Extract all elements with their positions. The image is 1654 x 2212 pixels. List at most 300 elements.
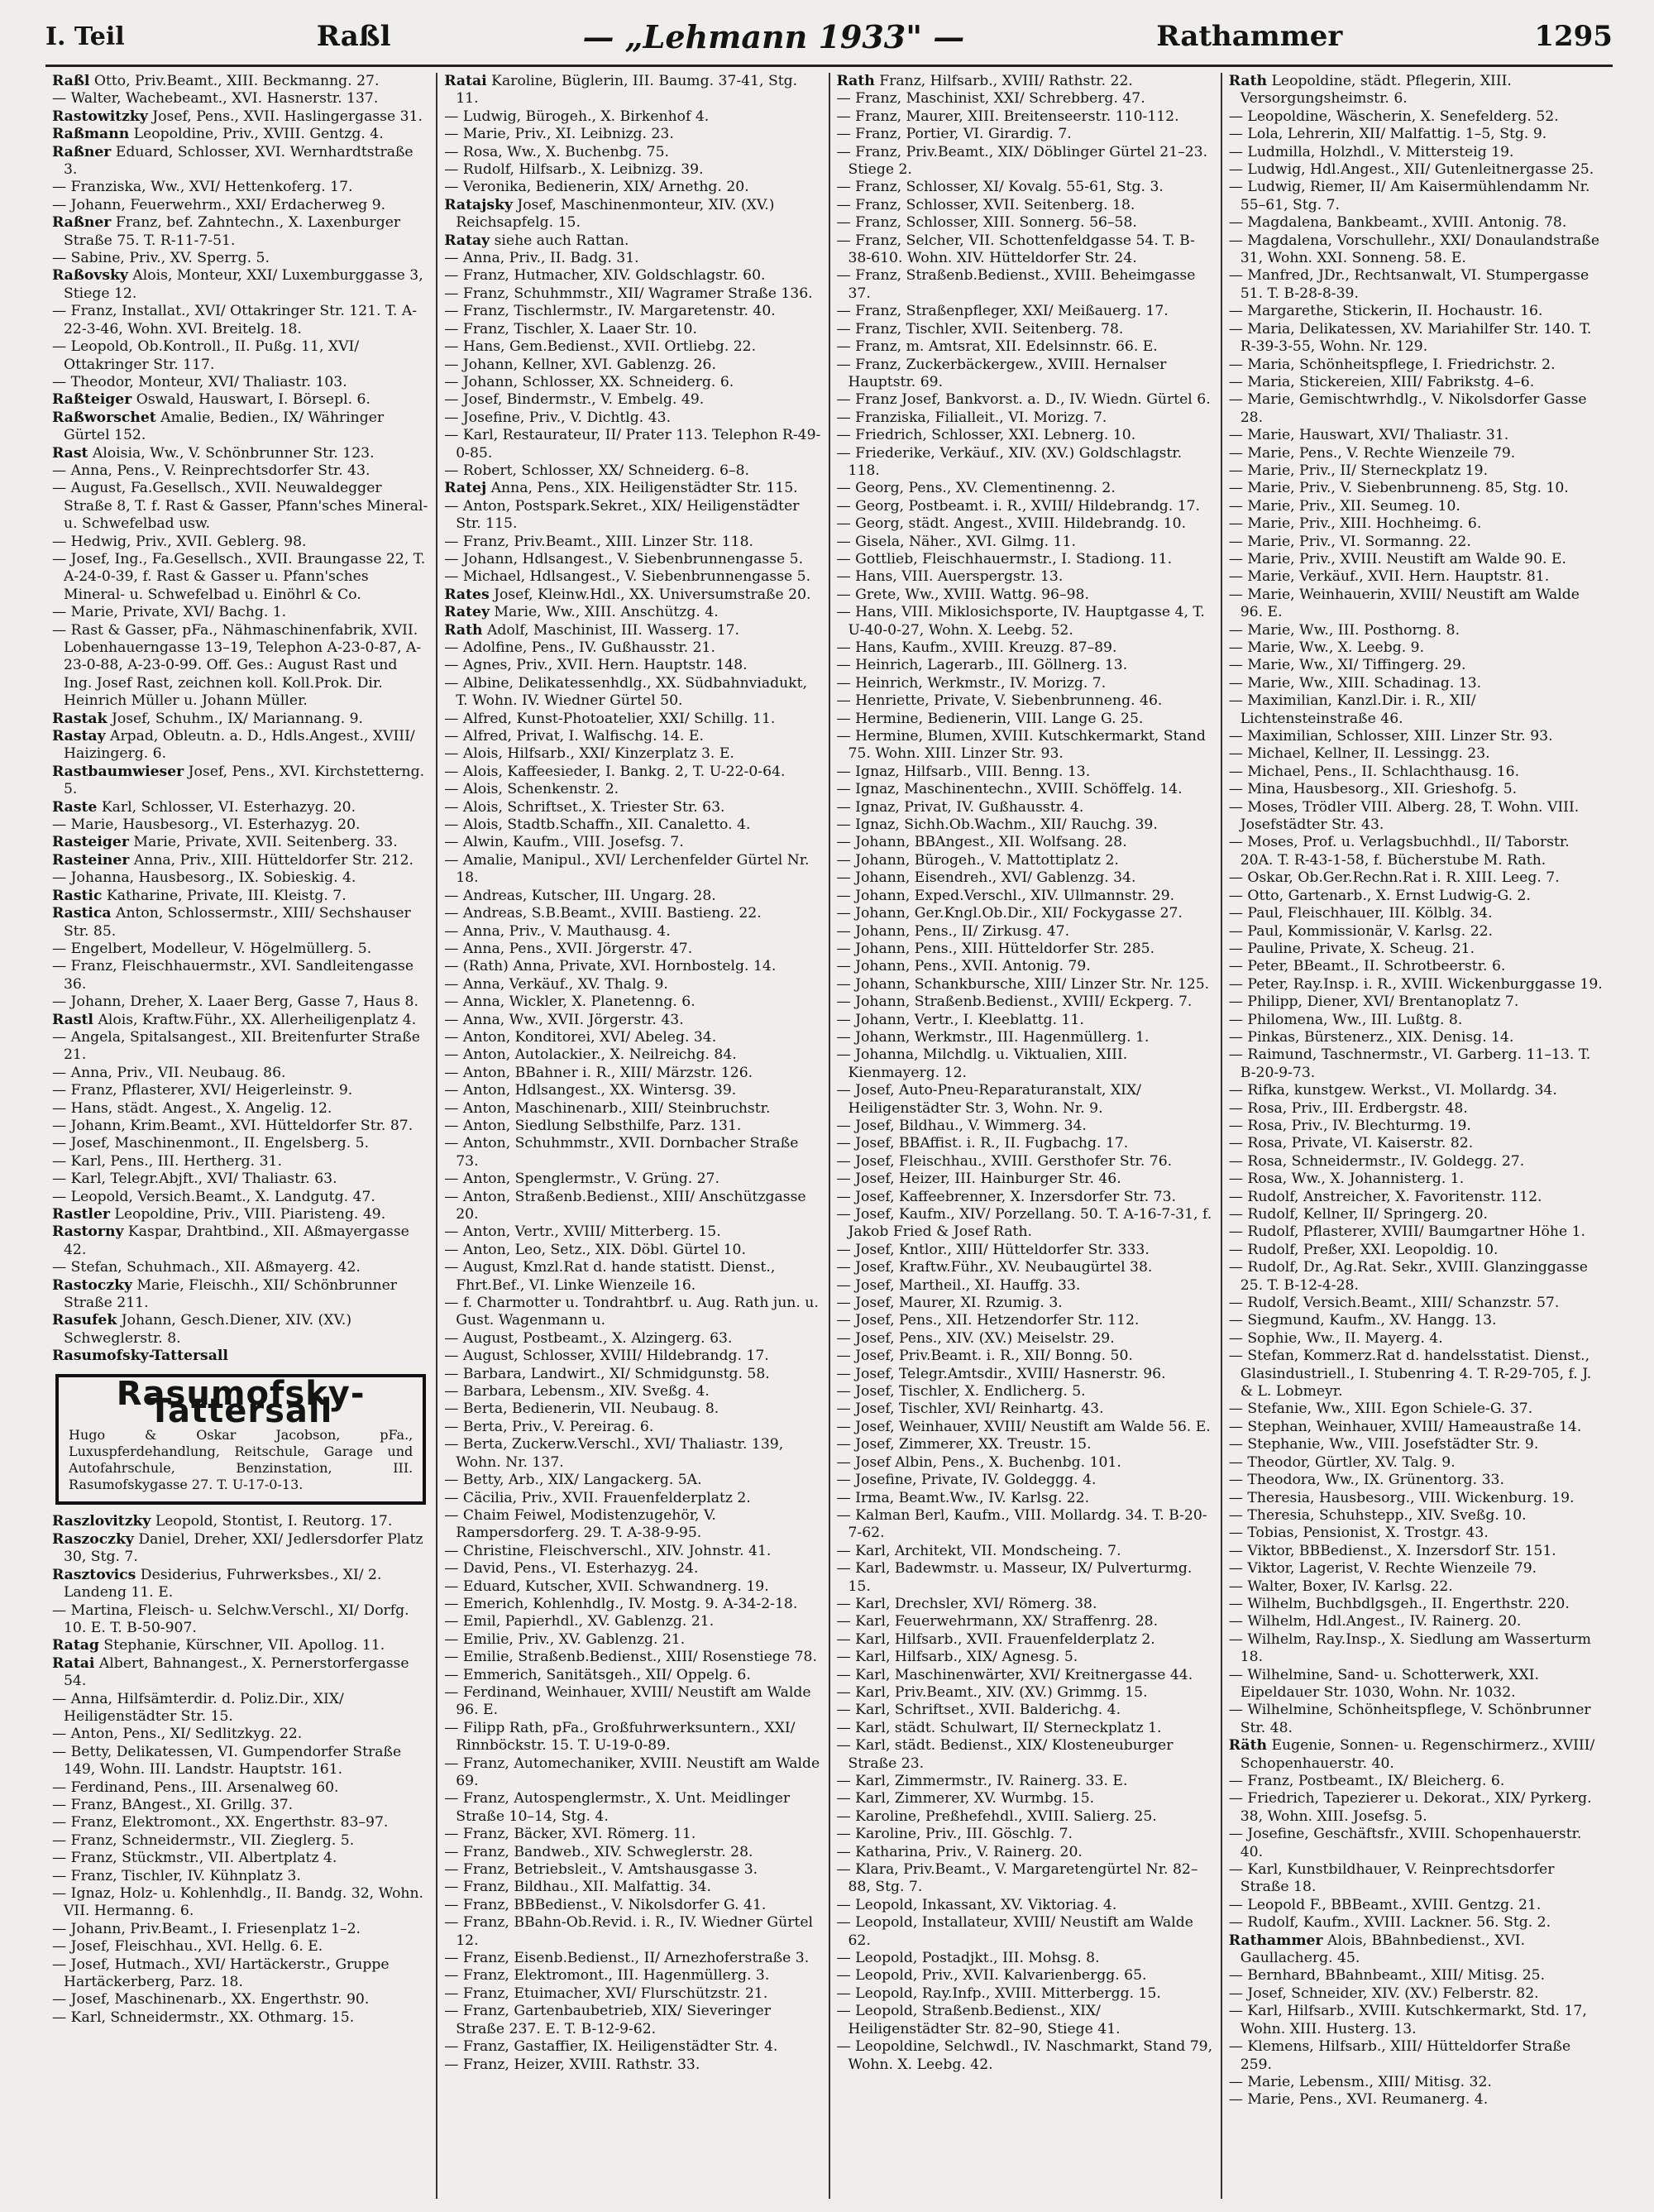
entry-details: — Berta, Bedienerin, VII. Neubaug. 8. xyxy=(444,1400,719,1418)
directory-entry xyxy=(444,1082,821,1099)
entry-details: — Betty, Delikatessen, VI. Gumpendorfer Straße 149, Wohn. III. Landstr. Hauptstr. 161. xyxy=(52,1743,402,1779)
entry-details: — Anton, Spenglermstr., V. Grüng. 27. xyxy=(444,1171,719,1188)
directory-entry xyxy=(444,1967,821,1985)
directory-entry xyxy=(52,1153,429,1171)
directory-entry xyxy=(837,657,1214,674)
entry-details: Karoline, Büglerin, III. Baumg. 37-41, Stg. 11. xyxy=(456,73,798,108)
entry-details: — Anton, Straßenb.Bedienst., XIII/ Anschützgasse 20. xyxy=(444,1188,806,1223)
directory-entry xyxy=(1229,905,1606,922)
entry-details: — Rifka, kunstgew. Werkst., VI. Mollardg. 34. xyxy=(1228,1082,1557,1099)
entry-details: — Franz, Straßenb.Bedienst., XVIII. Beheimgasse 37. xyxy=(836,267,1196,302)
entry-surname: Ratej xyxy=(444,480,487,497)
entry-details: — Karl, Restaurateur, II/ Prater 113. Telephon R-49-0-85. xyxy=(444,427,821,462)
directory-entry xyxy=(837,1543,1214,1560)
directory-entry xyxy=(444,409,821,427)
entry-details: — Karl, städt. Bedienst., XIX/ Klosteneuburger Straße 23. xyxy=(836,1737,1174,1772)
entry-details: — Manfred, JDr., Rechtsanwalt, VI. Stumpergasse 51. T. B-28-8-39. xyxy=(1228,267,1589,302)
entry-details: — Philomena, Ww., III. Lußtg. 8. xyxy=(1228,1011,1463,1028)
directory-entry xyxy=(444,480,821,497)
directory-entry xyxy=(444,1578,821,1596)
directory-entry xyxy=(1229,534,1606,551)
directory-entry xyxy=(444,391,821,409)
directory-entry xyxy=(52,799,429,816)
entry-details: — Johann, Dreher, X. Laaer Berg, Gasse 7, Haus 8. xyxy=(52,993,418,1011)
directory-entry xyxy=(837,1242,1214,1259)
entry-details: — Maximilian, Schlosser, XIII. Linzer Str. 93. xyxy=(1228,728,1553,745)
directory-entry xyxy=(1229,1472,1606,1489)
entry-details: — Franz, Tischlermstr., IV. Margaretenstr. 40. xyxy=(444,303,776,320)
entry-surname: Rastoczky xyxy=(52,1276,133,1294)
directory-entry xyxy=(837,816,1214,834)
entry-details: — Rosa, Private, VI. Kaiserstr. 82. xyxy=(1228,1135,1474,1152)
directory-entry xyxy=(837,1613,1214,1630)
directory-entry xyxy=(837,1720,1214,1737)
entry-details: Amalie, Bedien., IX/ Währinger Gürtel 152. xyxy=(64,409,385,444)
entry-details: — Marie, Priv., XI. Leibnizg. 23. xyxy=(444,126,674,143)
entry-details: — Friedrich, Tapezierer u. Dekorat., XIX/ Pyrkerg. 38, Wohn. XIII. Josefsg. 5. xyxy=(1228,1790,1592,1825)
entry-details: Leopold, Stontist, I. Reutorg. 17. xyxy=(155,1513,393,1530)
entry-details: — Andreas, S.B.Beamt., XVIII. Bastieng. 22. xyxy=(444,905,762,922)
directory-entry xyxy=(837,480,1214,497)
entry-details: — Marie, Private, XVI/ Bachg. 1. xyxy=(52,604,287,621)
directory-entry xyxy=(837,267,1214,303)
entry-details: — Johann, Straßenb.Bedienst., XVIII/ Eckperg. 7. xyxy=(836,993,1193,1011)
directory-entry xyxy=(444,73,821,108)
directory-entry xyxy=(52,1885,429,1921)
entry-surname: Ratajsky xyxy=(444,196,513,213)
directory-entry xyxy=(52,1348,429,1365)
entry-details: — Peter, BBeamt., II. Schrotbeerstr. 6. xyxy=(1228,958,1506,975)
entry-details: Adolf, Maschinist, III. Wasserg. 17. xyxy=(486,621,740,639)
entry-details: — August, Fa.Gesellsch., XVII. Neuwaldegger Straße 8, T. f. Rast & Gasser, Pfann'sches Mineral- u. Schwefelbad usw. xyxy=(52,480,428,533)
entry-details: — Theodor, Gürtler, XV. Talg. 9. xyxy=(1228,1453,1456,1471)
entry-details: — Sabine, Priv., XV. Sperrg. 5. xyxy=(52,250,270,267)
directory-entry xyxy=(837,232,1214,268)
directory-entry xyxy=(837,781,1214,798)
entry-surname: Rastak xyxy=(52,710,108,727)
entry-details: — Anna, Verkäuf., XV. Thalg. 9. xyxy=(444,975,668,993)
directory-entry xyxy=(52,1100,429,1118)
entry-surname: Rastbaumwieser xyxy=(52,763,184,780)
entry-details: — Hedwig, Priv., XVII. Geblerg. 98. xyxy=(52,533,307,550)
directory-entry xyxy=(52,445,429,462)
entry-details: — Karl, Telegr.Abjft., XVI/ Thaliastr. 63. xyxy=(52,1171,337,1188)
entry-details: — Franz, Schlosser, XVII. Seitenberg. 18. xyxy=(836,196,1135,213)
directory-entry xyxy=(444,1844,821,1861)
entry-details: — Michael, Pens., II. Schlachthausg. 16. xyxy=(1228,763,1520,780)
entry-details: — Walter, Wachebeamt., XVI. Hasnerstr. 137. xyxy=(52,90,379,108)
entry-details: — Franz, Betriebsleit., V. Amtshausgasse 3. xyxy=(444,1861,758,1879)
directory-entry xyxy=(1229,427,1606,444)
entry-details: — Leopold F., BBBeamt., XVIII. Gentzg. 21. xyxy=(1228,1896,1542,1913)
entry-details: — Leopoldine, Selchwdl., IV. Naschmarkt, Stand 79, Wohn. X. Leebg. 42. xyxy=(836,2038,1213,2073)
directory-entry xyxy=(837,2038,1214,2074)
entry-details: — Theodora, Ww., IX. Grünentorg. 33. xyxy=(1228,1472,1504,1489)
entry-details: — Robert, Schlosser, XX/ Schneiderg. 6–8. xyxy=(444,462,749,479)
directory-entry xyxy=(1229,1861,1606,1897)
column-1 xyxy=(45,73,437,2199)
entry-details: — Ignaz, Privat, IV. Gußhausstr. 4. xyxy=(836,798,1084,816)
directory-entry xyxy=(52,958,429,993)
entry-details: — Karl, Schneidermstr., XX. Othmarg. 15. xyxy=(52,2009,355,2026)
directory-entry xyxy=(1229,1206,1606,1223)
entry-details: — Rudolf, Hilfsarb., X. Leibnizg. 39. xyxy=(444,161,704,179)
entry-details: — Martina, Fleisch- u. Selchw.Verschl., XI/ Dorfg. 10. E. T. B-50-907. xyxy=(52,1602,409,1636)
entry-details: — Josef, Maurer, XI. Rzumig. 3. xyxy=(836,1295,1063,1312)
entry-details: — Henriette, Private, V. Siebenbrunneng. 46. xyxy=(836,692,1163,710)
directory-entry xyxy=(1229,2003,1606,2038)
entry-details: Alois, Monteur, XXI/ Luxemburggasse 3, Stiege 12. xyxy=(64,267,423,302)
entry-details: Josef, Pens., XVI. Kirchstetterng. 5. xyxy=(64,763,425,798)
directory-entry xyxy=(52,1832,429,1850)
directory-entry xyxy=(1229,1596,1606,1613)
entry-details: — Maximilian, Kanzl.Dir. i. R., XII/ Lichtensteinstraße 46. xyxy=(1228,692,1476,727)
entry-details: — Heinrich, Werkmstr., IV. Morizg. 7. xyxy=(836,674,1107,692)
entry-details: — August, Schlosser, XVIII/ Hildebrandg. 17. xyxy=(444,1348,769,1365)
entry-details: — Rudolf, Versich.Beamt., XIII/ Schanzstr. 57. xyxy=(1228,1295,1560,1312)
entry-details: — Karl, Zimmermstr., IV. Rainerg. 33. E. xyxy=(836,1773,1128,1789)
entry-details: — Cäcilia, Priv., XVII. Frauenfelderplatz 2. xyxy=(444,1489,751,1506)
directory-entry xyxy=(52,267,429,303)
directory-entry xyxy=(444,816,821,834)
directory-entry xyxy=(52,73,429,90)
entry-details: — Franz, BBahn-Ob.Revid. i. R., IV. Wiedner Gürtel 12. xyxy=(444,1914,814,1949)
directory-entry xyxy=(444,1543,821,1560)
directory-entry xyxy=(1229,941,1606,958)
entry-surname: Raszlovitzky xyxy=(52,1513,151,1530)
entry-details: Stephanie, Kürschner, VII. Apollog. 11. xyxy=(103,1637,385,1654)
entry-details: — Klara, Priv.Beamt., V. Margaretengürtel Nr. 82–88, Stg. 7. xyxy=(836,1861,1198,1896)
directory-entry xyxy=(837,73,1214,90)
directory-entry xyxy=(837,1985,1214,2003)
directory-entry xyxy=(1229,764,1606,781)
entry-details: — Josef, Martheil., XI. Hauffg. 33. xyxy=(836,1276,1081,1294)
column-3 xyxy=(830,73,1222,2199)
directory-entry xyxy=(837,711,1214,728)
entry-details: — Josef, Bindermstr., V. Embelg. 49. xyxy=(444,391,705,409)
entry-surname: Räth xyxy=(1228,1737,1268,1755)
entry-details: — Franz, Schneidermstr., VII. Zieglerg. 5. xyxy=(52,1831,355,1849)
entry-details: — Franz, Maurer, XIII. Breitenseerstr. 110-112. xyxy=(836,108,1179,125)
directory-entry xyxy=(1229,1295,1606,1312)
directory-entry xyxy=(444,1826,821,1843)
directory-entry xyxy=(444,1631,821,1649)
directory-entry xyxy=(444,108,821,126)
entry-details: — Oskar, Ob.Ger.Rechn.Rat i. R. XIII. Leeg. 7. xyxy=(1228,869,1560,887)
directory-entry xyxy=(1229,515,1606,533)
directory-entry xyxy=(837,197,1214,214)
directory-entry xyxy=(444,374,821,391)
directory-entry xyxy=(444,1046,821,1064)
entry-details: — Kalman Berl, Kaufm., VIII. Mollardg. 34. T. B-20-7-62. xyxy=(836,1506,1207,1542)
entry-details: — Marie, Pens., XVI. Reumanerg. 4. xyxy=(1228,2091,1489,2109)
directory-entry xyxy=(52,462,429,480)
entry-details: — Franz, Heizer, XVIII. Rathstr. 33. xyxy=(444,2056,700,2073)
entry-details: — Franz Josef, Bankvorst. a. D., IV. Wiedn. Gürtel 6. xyxy=(836,391,1211,409)
entry-details: — Franz, Priv.Beamt., XIII. Linzer Str. 118. xyxy=(444,533,754,550)
directory-entry xyxy=(1229,781,1606,798)
directory-entry xyxy=(52,391,429,409)
section-label: I. Teil xyxy=(45,22,125,51)
entry-details: — Ludwig, Bürogeh., X. Birkenhof 4. xyxy=(444,108,710,125)
directory-entry xyxy=(52,1814,429,1831)
entry-details: Kaspar, Drahtbind., XII. Aßmayergasse 42. xyxy=(64,1223,409,1258)
running-head-start: Raßl xyxy=(316,20,391,53)
directory-entry xyxy=(837,1684,1214,1702)
directory-entry xyxy=(444,745,821,763)
directory-entry xyxy=(837,1950,1214,1967)
entry-details: — Ferdinand, Pens., III. Arsenalweg 60. xyxy=(52,1779,339,1796)
directory-entry xyxy=(444,1755,821,1791)
entry-surname: Ratai xyxy=(444,73,487,89)
directory-entry xyxy=(52,728,429,764)
directory-entry xyxy=(1229,1259,1606,1295)
directory-entry xyxy=(837,1118,1214,1135)
directory-entry xyxy=(837,551,1214,568)
directory-entry xyxy=(444,1295,821,1330)
entry-details: — Karl, Badewmstr. u. Masseur, IX/ Pulverturmg. 15. xyxy=(836,1560,1193,1595)
entry-details: — Johann, Schlosser, XX. Schneiderg. 6. xyxy=(444,373,734,390)
directory-entry xyxy=(1229,1012,1606,1029)
directory-entry xyxy=(837,1897,1214,1914)
directory-entry xyxy=(444,1684,821,1720)
directory-entry xyxy=(444,604,821,621)
entry-details: Josef, Pens., XVII. Haslingergasse 31. xyxy=(152,108,423,125)
entry-details: — Johann, Pens., II/ Zirkusg. 47. xyxy=(836,922,1070,940)
entry-details: — Gisela, Näher., XVI. Gilmg. 11. xyxy=(836,533,1076,550)
entry-details: Desiderius, Fuhrwerksbes., XI/ 2. Landeng 11. E. xyxy=(64,1566,382,1602)
directory-entry xyxy=(837,1295,1214,1312)
directory-entry xyxy=(837,108,1214,126)
entry-details: — Bernhard, BBahnbeamt., XIII/ Mitisg. 25. xyxy=(1228,1967,1546,1985)
directory-entry xyxy=(837,1667,1214,1684)
entry-details: — Karl, Maschinenwärter, XVI/ Kreitnergasse 44. xyxy=(836,1666,1193,1683)
directory-entry xyxy=(837,144,1214,180)
directory-entry xyxy=(52,888,429,905)
directory-entry xyxy=(444,1667,821,1684)
entry-details: — Katharina, Priv., V. Rainerg. 20. xyxy=(836,1843,1083,1860)
entry-details: — Josef, Heizer, III. Hainburger Str. 46. xyxy=(836,1171,1121,1188)
entry-details: — Christine, Fleischverschl., XIV. Johnstr. 41. xyxy=(444,1542,772,1559)
entry-details: — Klemens, Hilfsarb., XIII/ Hütteldorfer Straße 259. xyxy=(1228,2038,1571,2073)
directory-entry xyxy=(837,1046,1214,1082)
entry-details: — Maria, Stickereien, XIII/ Fabrikstg. 4–6. xyxy=(1228,373,1535,390)
entry-details: — Karl, Kunstbildhauer, V. Reinprechtsdorfer Straße 18. xyxy=(1228,1861,1555,1896)
directory-entry xyxy=(52,1531,429,1567)
directory-entry xyxy=(837,1348,1214,1365)
directory-entry xyxy=(444,958,821,975)
entry-details: — Franz, Pflasterer, XVI/ Heigerleinstr. 9. xyxy=(52,1082,353,1099)
advertisement-box xyxy=(55,1374,426,1506)
directory-entry xyxy=(837,1419,1214,1436)
entry-details: — Anna, Pens., V. Reinprechtsdorfer Str. 43. xyxy=(52,462,370,479)
directory-entry xyxy=(444,462,821,480)
entry-details: — Marie, Weinhauerin, XVIII/ Neustift am Walde 96. E. xyxy=(1228,586,1580,621)
entry-details: — Johann, Priv.Beamt., I. Friesenplatz 1–2. xyxy=(52,1920,361,1937)
directory-entry xyxy=(444,267,821,285)
entry-details: — Marie, Ww., X. Leebg. 9. xyxy=(1228,639,1425,656)
entry-details: — Josef, Auto-Pneu-Reparaturanstalt, XIX/ Heiligenstädter Str. 3, Wohn. Nr. 9. xyxy=(836,1082,1141,1117)
directory-entry xyxy=(444,1189,821,1224)
directory-entry xyxy=(1229,675,1606,692)
directory-entry xyxy=(837,905,1214,922)
entry-details: — Marie, Gemischtwrhdlg., V. Nikolsdorfer Gasse 28. xyxy=(1228,391,1587,426)
entry-details: — Franz, Schuhmmstr., XII/ Wagramer Straße 136. xyxy=(444,285,813,302)
directory-entry xyxy=(444,1914,821,1950)
directory-entry xyxy=(52,1012,429,1029)
entry-details: — Hans, Gem.Bedienst., XVII. Ortliebg. 22. xyxy=(444,338,757,356)
directory-entry xyxy=(444,1490,821,1507)
entry-details: — Karl, Schriftset., XVII. Balderichg. 4. xyxy=(836,1702,1121,1719)
entry-details: Johann, Gesch.Diener, XIV. (XV.) Schweglerstr. 8. xyxy=(64,1312,352,1347)
entry-details: — Franz, Eisenb.Bedienst., II/ Arnezhoferstraße 3. xyxy=(444,1950,810,1967)
entry-details: — Pinkas, Bürstenerz., XIX. Denisg. 14. xyxy=(1228,1028,1514,1046)
entry-details: — Ignaz, Maschinentechn., XVIII. Schöffelg. 14. xyxy=(836,781,1183,798)
entry-details: — Wilhelm, Hdl.Angest., IV. Rainerg. 20. xyxy=(1228,1613,1522,1630)
entry-details: — Franz, Priv.Beamt., XIX/ Döblinger Gürtel 21–23. Stiege 2. xyxy=(836,143,1208,179)
entry-details: — Franz, Fleischhauermstr., XVI. Sandleitengasse 36. xyxy=(52,958,414,993)
entry-details: — Josef, Kaffeebrenner, X. Inzersdorfer Str. 73. xyxy=(836,1188,1176,1205)
directory-entry xyxy=(52,409,429,445)
entry-details: — Josef, Priv.Beamt. i. R., XII/ Bonng. 50. xyxy=(836,1348,1133,1365)
directory-entry xyxy=(444,1790,821,1826)
directory-entry xyxy=(1229,1419,1606,1436)
directory-entry xyxy=(444,976,821,993)
directory-entry xyxy=(837,1702,1214,1719)
entry-details: — Betty, Arb., XIX/ Langackerg. 5A. xyxy=(444,1472,702,1489)
entry-details: — Karl, Architekt, VII. Mondscheing. 7. xyxy=(836,1542,1121,1559)
running-head-end: Rathammer xyxy=(1156,20,1343,53)
directory-entry xyxy=(1229,1543,1606,1560)
entry-details: — Alois, Schenkenstr. 2. xyxy=(444,781,619,798)
directory-entry xyxy=(1229,1826,1606,1861)
entry-details: — August, Kmzl.Rat d. hande statistt. Dienst., Fhrt.Bef., VI. Linke Wienzeile 16. xyxy=(444,1259,776,1294)
entry-details: — Franz, Stückmstr., VII. Albertplatz 4. xyxy=(52,1850,337,1867)
entry-details: Alois, BBahnbedienst., XVI. Gaullacherg. 45. xyxy=(1240,1932,1526,1967)
entry-details: — Anton, Maschinenarb., XIII/ Steinbruchstr. xyxy=(444,1099,771,1117)
directory-entry xyxy=(1229,834,1606,869)
directory-entry xyxy=(52,622,429,711)
entry-details: — Wilhelmine, Sand- u. Schotterwerk, XXI. Eipeldauer Str. 1030, Wohn. Nr. 1032. xyxy=(1228,1666,1540,1701)
directory-entry xyxy=(52,1189,429,1206)
directory-entry xyxy=(1229,321,1606,357)
directory-entry xyxy=(837,1490,1214,1507)
entry-details: — Josef, Pens., XIV. (XV.) Meiselstr. 29. xyxy=(836,1329,1115,1347)
entry-details: — Josef, Maschinenmont., II. Engelsberg. 5. xyxy=(52,1135,370,1152)
entry-details: — Leopold, Ob.Kontroll., II. Pußg. 11, XVI/ Ottakringer Str. 117. xyxy=(52,338,360,373)
entry-surname: Rastler xyxy=(52,1206,110,1223)
entry-details: Josef, Maschinenmonteur, XIV. (XV.) Reichsapfelg. 15. xyxy=(456,196,775,232)
entry-details: — Tobias, Pensionist, X. Trostgr. 43. xyxy=(1228,1525,1489,1542)
entry-details: — Viktor, Lagerist, V. Rechte Wienzeile 79. xyxy=(1228,1560,1537,1578)
directory-entry xyxy=(837,764,1214,781)
entry-details: — Franz, Bäcker, XVI. Römerg. 11. xyxy=(444,1826,696,1843)
directory-entry xyxy=(52,2009,429,2027)
directory-entry xyxy=(837,888,1214,905)
directory-entry xyxy=(837,639,1214,657)
directory-entry xyxy=(444,1029,821,1046)
entry-surname: Rastic xyxy=(52,887,103,904)
directory-entry xyxy=(444,1171,821,1188)
directory-entry xyxy=(444,1436,821,1472)
entry-details: — Johann, Kellner, XVI. Gablenzg. 26. xyxy=(444,356,716,373)
entry-details: — Johann, Vertr., I. Kleeblattg. 11. xyxy=(836,1011,1084,1028)
directory-entry xyxy=(1229,1436,1606,1453)
entry-details: — Sophie, Ww., II. Mayerg. 4. xyxy=(1228,1329,1443,1347)
entry-details: — Josef, Pens., XII. Hetzendorfer Str. 112. xyxy=(836,1312,1140,1329)
entry-details: Leopoldine, Priv., XVIII. Gentzg. 4. xyxy=(133,126,384,143)
directory-entry xyxy=(444,1507,821,1543)
directory-entry xyxy=(444,1596,821,1613)
entry-details: — Ludwig, Hdl.Angest., XII/ Gutenleitnergasse 25. xyxy=(1228,161,1594,179)
directory-entry xyxy=(837,1189,1214,1206)
entry-details: — Anna, Ww., XVII. Jörgerstr. 43. xyxy=(444,1011,684,1028)
directory-entry xyxy=(837,2003,1214,2038)
entry-details: — Hermine, Blumen, XVIII. Kutschkermarkt, Stand 75. Wohn. XIII. Linzer Str. 93. xyxy=(836,728,1206,763)
advertisement-text: Hugo & Oskar Jacobson, pFa., Luxuspferdehandlung, Reitschule, Garage und Autofahrschule, Benzinstation, III. Rasumofskygasse 27. T. U-17-0-13. xyxy=(69,1427,414,1493)
entry-surname: Raßl xyxy=(52,73,90,89)
entry-details: — Franz, Hutmacher, XIV. Goldschlagstr. 60. xyxy=(444,267,766,285)
directory-entry xyxy=(837,728,1214,764)
entry-details: — Leopoldine, Wäscherin, X. Senefelderg. 52. xyxy=(1228,108,1559,125)
directory-entry xyxy=(444,587,821,604)
entry-details: — Emilie, Priv., XV. Gablenzg. 21. xyxy=(444,1630,686,1648)
entry-details: — Franz, Zuckerbäckergew., XVIII. Hernalser Hauptstr. 69. xyxy=(836,356,1167,390)
entry-details: — Karl, Pens., III. Hertherg. 31. xyxy=(52,1152,282,1170)
entry-surname: Rasufek xyxy=(52,1312,117,1329)
entry-details: — Magdalena, Bankbeamt., XVIII. Antonig. 78. xyxy=(1228,214,1567,232)
directory-entry xyxy=(837,1383,1214,1400)
directory-entry xyxy=(52,250,429,267)
entry-details: — Raimund, Taschnermstr., VI. Garberg. 11–13. T. B-20-9-73. xyxy=(1228,1046,1591,1081)
directory-entry xyxy=(444,321,821,338)
entry-surname: Rath xyxy=(444,621,483,639)
entry-details: — Hans, städt. Angest., X. Angelig. 12. xyxy=(52,1099,332,1117)
directory-entry xyxy=(444,1065,821,1082)
directory-entry xyxy=(444,1223,821,1241)
entry-details: Josef, Schuhm., IX/ Mariannang. 9. xyxy=(111,710,364,727)
directory-entry xyxy=(1229,1525,1606,1542)
directory-entry xyxy=(1229,1560,1606,1578)
entry-details: — Eduard, Kutscher, XVII. Schwandnerg. 19. xyxy=(444,1578,769,1595)
directory-entry xyxy=(1229,1773,1606,1790)
directory-entry xyxy=(837,409,1214,427)
directory-entry xyxy=(1229,1914,1606,1932)
entry-details: — Stefan, Schuhmach., XII. Aßmayerg. 42. xyxy=(52,1259,361,1276)
entry-details: — Leopold, Installateur, XVIII/ Neustift am Walde 62. xyxy=(836,1914,1193,1949)
directory-entry xyxy=(52,1637,429,1654)
entry-details: — Anton, Autolackier., X. Neilreichg. 84. xyxy=(444,1046,737,1064)
directory-entry xyxy=(1229,1578,1606,1596)
directory-entry xyxy=(1229,692,1606,728)
entry-surname: Rasztovics xyxy=(52,1566,136,1583)
directory-entry xyxy=(837,568,1214,586)
entry-details: — Franz, BAngest., XI. Grillg. 37. xyxy=(52,1796,294,1813)
entry-details: — Johann, Werkmstr., III. Hagenmüllerg. 1. xyxy=(836,1028,1150,1046)
entry-details: Karl, Schlosser, VI. Esterhazyg. 20. xyxy=(101,798,356,816)
entry-details: — Friedrich, Schlosser, XXI. Lebnerg. 10. xyxy=(836,427,1136,444)
entry-details: — Franz, Maschinist, XXI/ Schrebberg. 47. xyxy=(836,90,1145,108)
directory-entry xyxy=(837,427,1214,444)
entry-details: — Leopold, Priv., XVII. Kalvarienbergg. 65. xyxy=(836,1967,1147,1985)
entry-details: — Josef, Fleischhau., XVIII. Gersthofer Str. 76. xyxy=(836,1152,1173,1170)
entry-details: — Anton, Vertr., XVIII/ Mitterberg. 15. xyxy=(444,1223,721,1241)
page-header xyxy=(45,15,1613,58)
entry-details: Aloisia, Ww., V. Schönbrunner Str. 123. xyxy=(92,444,375,462)
directory-entry xyxy=(52,1065,429,1082)
entry-details: — Marie, Verkäuf., XVII. Hern. Hauptstr. 81. xyxy=(1228,568,1550,586)
directory-entry xyxy=(1229,126,1606,143)
